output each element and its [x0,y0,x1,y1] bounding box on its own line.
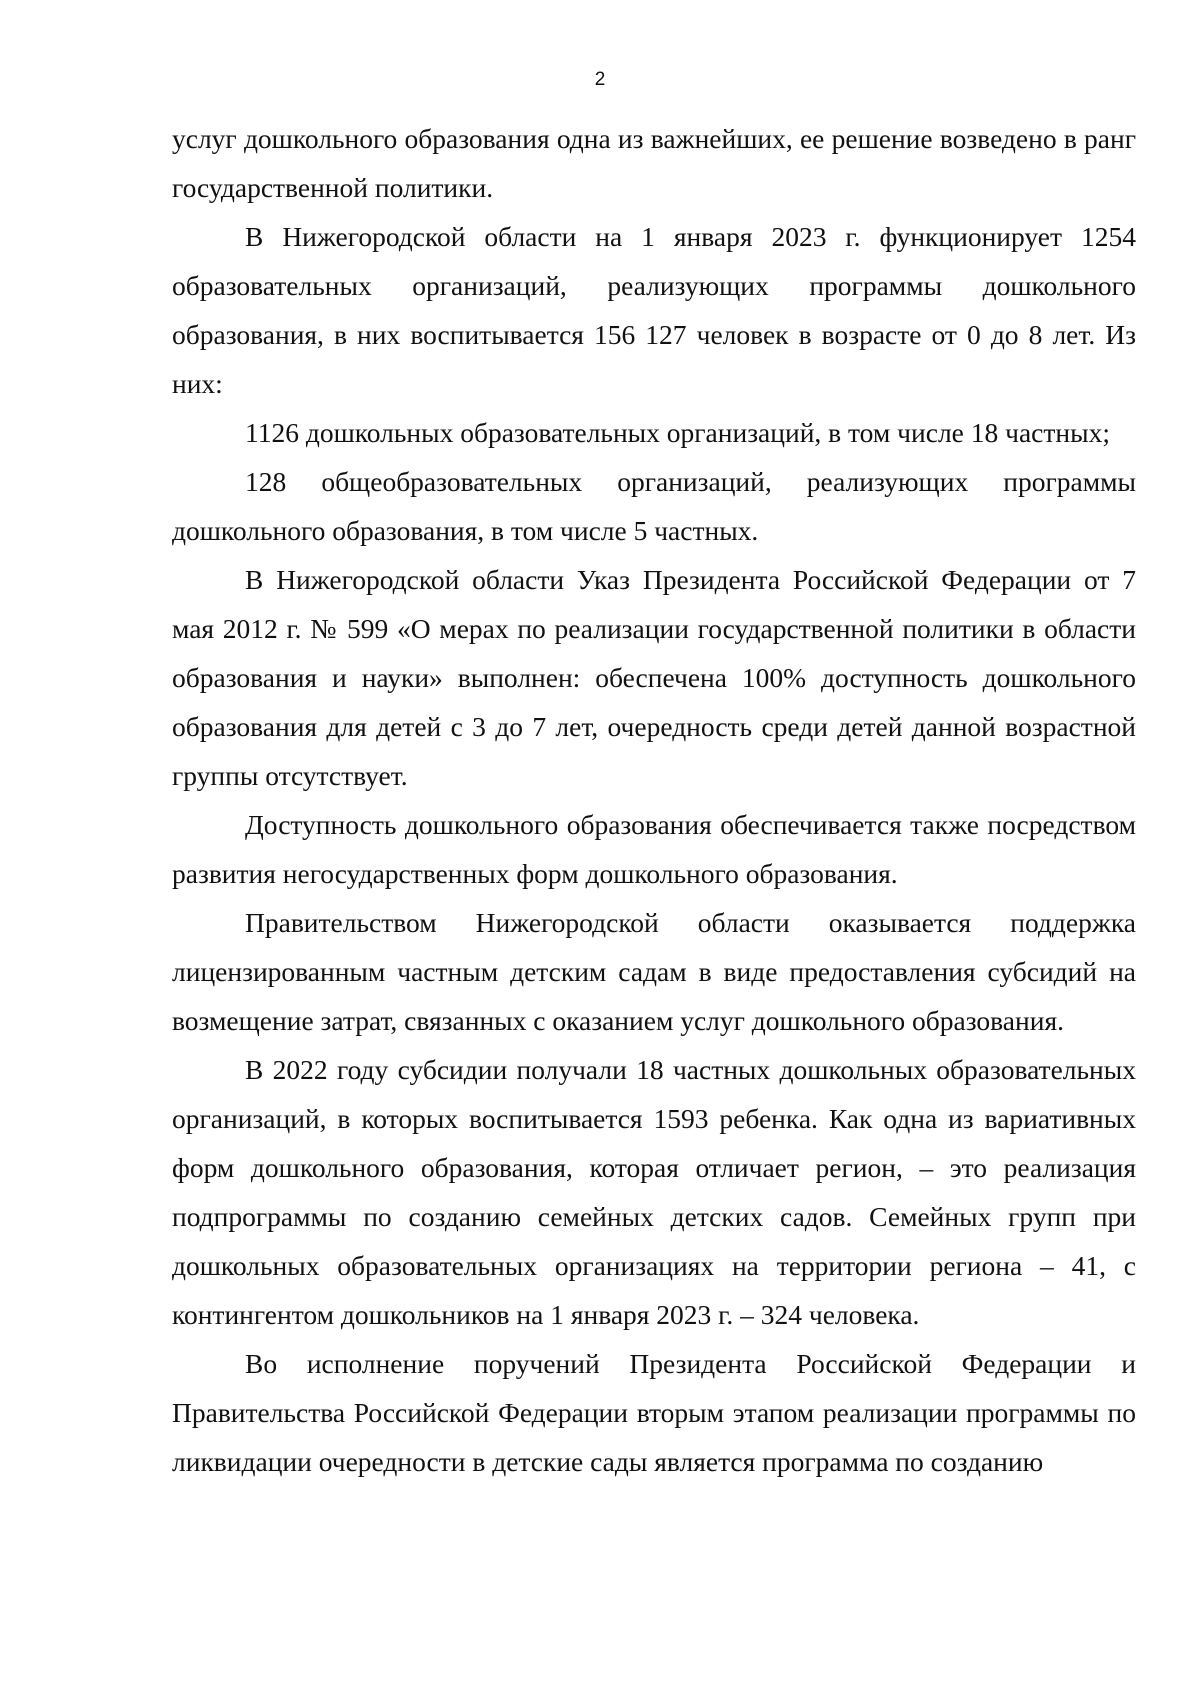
paragraph-subsidies-2022: В 2022 году субсидии получали 18 частных дошкольных образовательных организаций, в которых воспитывается 1593 ребенка. Как одна из вариативных форм дошкольного образования, которая отличает регион, – это реализация подпрограммы по созданию семейных детских садов. Семейных групп при дошкольных образовательных организациях на территории региона – 41, с контингентом дошкольников на 1 января 2023 г. – 324 человека. [172,1054,1136,1330]
paragraph-government-support: Правительством Нижегородской области оказывается поддержка лицензированным частным детским садам в виде предоставления субсидий на возмещение затрат, связанных с оказанием услуг дошкольного образования. [172,907,1136,1036]
paragraph-continuation: услуг дошкольного образования одна из важнейших, ее решение возведено в ранг государственной политики. [172,123,1136,203]
paragraph-non-state-forms: Доступность дошкольного образования обеспечивается также посредством развития негосударственных форм дошкольного образования. [172,809,1136,889]
document-body [172,114,1136,1486]
page-number: 2 [594,69,606,90]
paragraph-second-stage: Во исполнение поручений Президента Российской Федерации и Правительства Российской Федерации вторым этапом реализации программы по ликвидации очередности в детские сады является программа по созданию [172,1348,1136,1477]
paragraph-preschool-orgs: 1126 дошкольных образовательных организаций, в том числе 18 частных; [245,417,1110,448]
paragraph-general-orgs: 128 общеобразовательных организаций, реализующих программы дошкольного образования, в том числе 5 частных. [172,466,1136,546]
paragraph-institutions-count: В Нижегородской области на 1 января 2023 г. функционирует 1254 образовательных организаций, реализующих программы дошкольного образования, в них воспитывается 156 127 человек в возрасте от 0 до 8 лет. Из них: [172,221,1136,399]
paragraph-presidential-decree: В Нижегородской области Указ Президента Российской Федерации от 7 мая 2012 г. № 599 «О мерах по реализации государственной политики в области образования и науки» выполнен: обеспечена 100% доступность дошкольного образования для детей с 3 до 7 лет, очередность среди детей данной возрастной группы отсутствует. [172,564,1136,791]
